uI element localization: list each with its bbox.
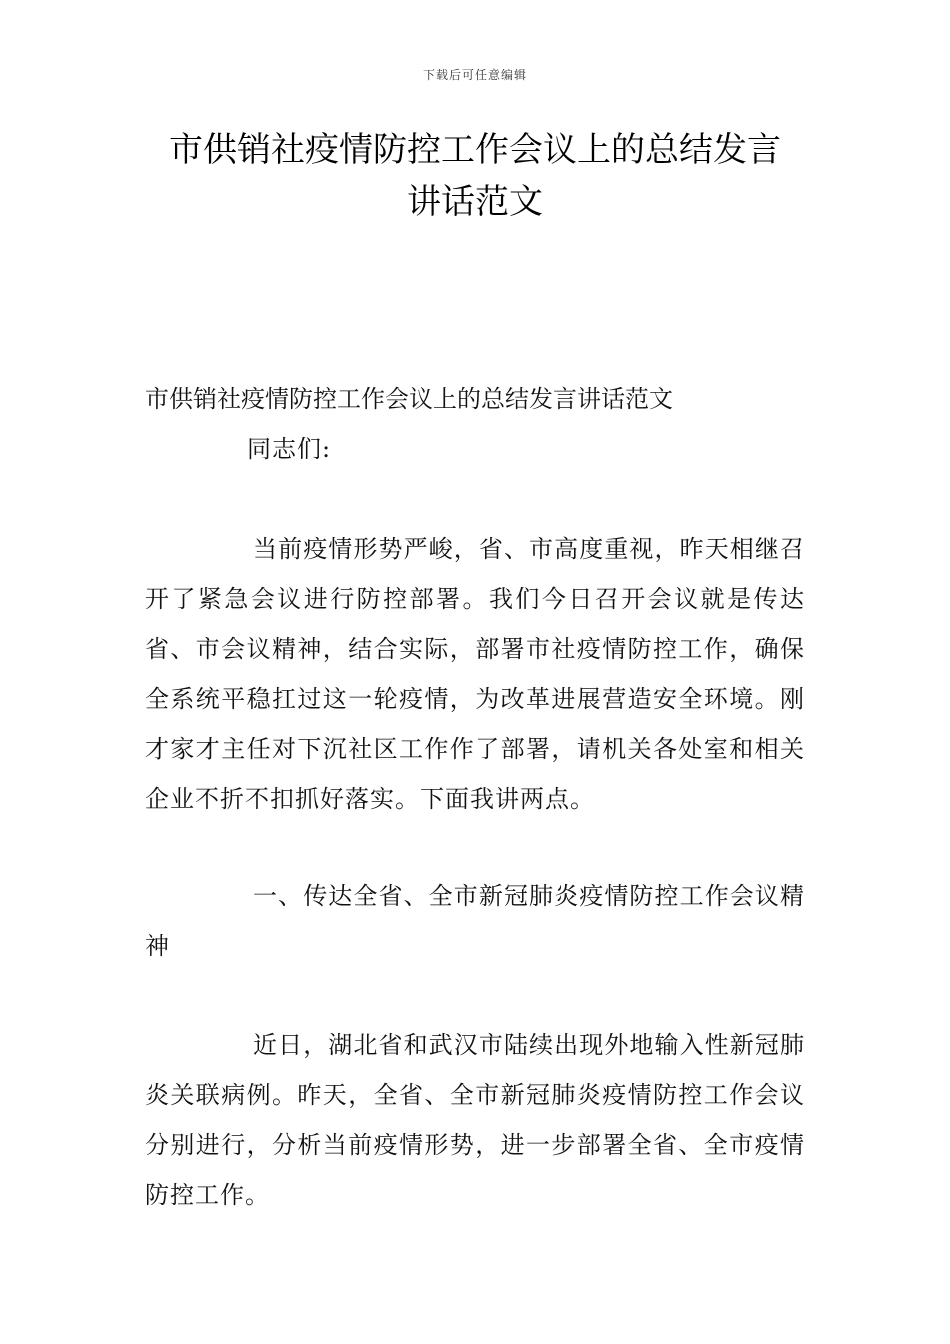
section-heading-1: 一、传达全省、全市新冠肺炎疫情防控工作会议精神 xyxy=(145,882,805,960)
title-line-1: 市供销社疫情防控工作会议上的总结发言 xyxy=(169,130,781,170)
document-title xyxy=(145,124,805,228)
paragraph-intro: 当前疫情形势严峻，省、市高度重视，昨天相继召开了紧急会议进行防控部署。我们今日召开会议就是传达省、市会议精神，结合实际，部署市社疫情防控工作，确保全系统平稳扛过这一轮疫情，为改革进展营造安全环境。刚才家才主任对下沉社区工作作了部署，请机关各处室和相关企业不折不扣抓好落实。下面我讲两点。 xyxy=(145,535,805,813)
title-line-2: 讲话范文 xyxy=(407,182,543,222)
document-subtitle: 市供销社疫情防控工作会议上的总结发言讲话范文 xyxy=(145,385,673,413)
greeting: 同志们: xyxy=(247,435,332,463)
paragraph-section-1: 近日，湖北省和武汉市陆续出现外地输入性新冠肺炎关联病例。昨天，全省、全市新冠肺炎疫情防控工作会议分别进行，分析当前疫情形势，进一步部署全省、全市疫情防控工作。 xyxy=(145,1031,805,1209)
header-note: 下载后可任意编辑 xyxy=(422,68,527,82)
